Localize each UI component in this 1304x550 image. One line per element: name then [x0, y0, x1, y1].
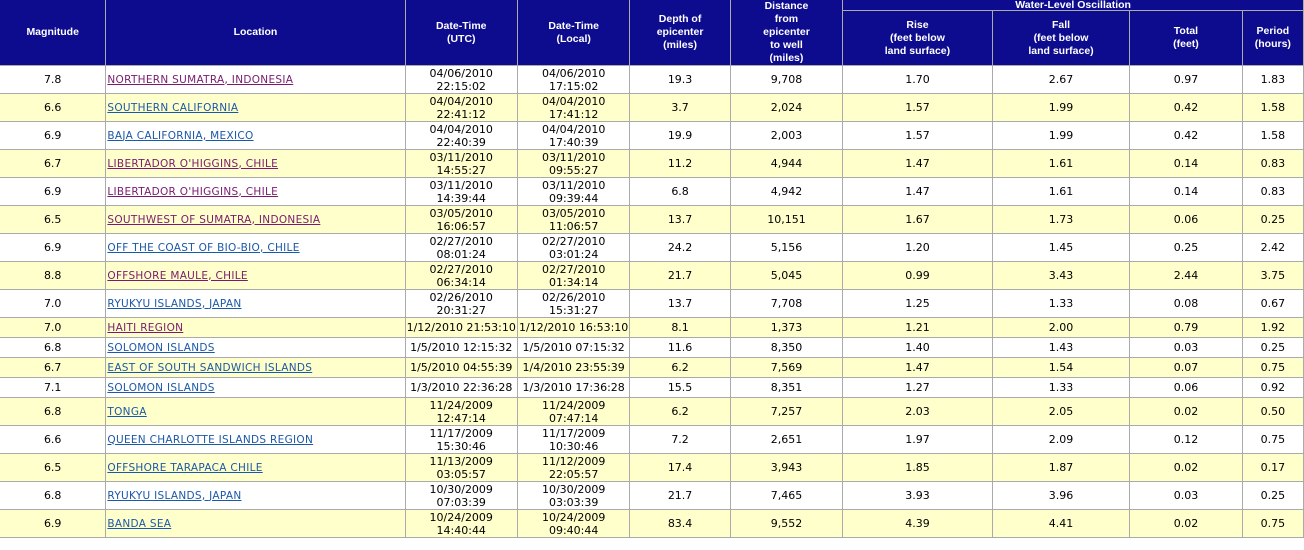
- date-text: 03/11/2010: [429, 150, 493, 164]
- location-cell: [106, 510, 404, 537]
- time-text: 16:06:57: [436, 219, 486, 233]
- magnitude-cell: 7.8: [0, 66, 105, 93]
- rise-cell: 1.97: [843, 426, 992, 453]
- table-header: [0, 0, 1303, 65]
- total-cell: 0.42: [1130, 122, 1241, 149]
- time-text: 07:03:39: [436, 495, 486, 509]
- time-text: 09:39:44: [548, 191, 599, 205]
- time-text: 20:31:27: [436, 303, 486, 317]
- magnitude-cell: 7.1: [0, 378, 105, 397]
- total-cell: 0.08: [1130, 290, 1241, 317]
- rise-cell: 1.25: [843, 290, 992, 317]
- location-link[interactable]: HAITI REGION: [107, 321, 184, 334]
- depth-cell: 6.2: [630, 358, 729, 377]
- date-text: 04/04/2010: [541, 122, 606, 136]
- time-text: 09:55:27: [548, 163, 599, 177]
- time-text: 22:15:02: [436, 79, 486, 93]
- date-text: 02/26/2010: [541, 290, 606, 304]
- location-link[interactable]: OFF THE COAST OF BIO-BIO, CHILE: [107, 241, 300, 254]
- location-cell: [106, 66, 404, 93]
- date-text: 11/13/2009: [429, 454, 493, 468]
- table-row: [0, 338, 1303, 357]
- header-period: Period (hours): [1243, 11, 1303, 65]
- period-cell: 3.75: [1243, 262, 1303, 289]
- date-text: 03/05/2010: [429, 206, 493, 220]
- location-link[interactable]: RYUKYU ISLANDS, JAPAN: [107, 297, 242, 310]
- distance-cell: 7,569: [731, 358, 842, 377]
- magnitude-cell: 6.9: [0, 178, 105, 205]
- fall-cell: 1.61: [993, 150, 1130, 177]
- datetime-local-cell: [518, 426, 629, 453]
- period-cell: 0.50: [1243, 398, 1303, 425]
- time-text: 10:30:46: [548, 439, 599, 453]
- datetime-utc-cell: [406, 510, 517, 537]
- magnitude-cell: 6.8: [0, 338, 105, 357]
- header-datetime-local: Date-Time (Local): [518, 0, 629, 65]
- time-text: 17:40:39: [548, 135, 599, 149]
- total-cell: 0.02: [1130, 510, 1241, 537]
- fall-cell: 1.54: [993, 358, 1130, 377]
- period-cell: 0.67: [1243, 290, 1303, 317]
- rise-cell: 3.93: [843, 482, 992, 509]
- table-row: [0, 482, 1303, 509]
- time-text: 08:01:24: [436, 247, 486, 261]
- date-text: 11/12/2009: [541, 454, 606, 468]
- location-cell: [106, 290, 404, 317]
- location-link[interactable]: EAST OF SOUTH SANDWICH ISLANDS: [107, 361, 313, 374]
- time-text: 01:34:14: [548, 275, 599, 289]
- datetime-local-cell: [518, 482, 629, 509]
- table-row: [0, 358, 1303, 377]
- location-link[interactable]: BANDA SEA: [107, 517, 172, 530]
- distance-cell: 8,351: [731, 378, 842, 397]
- table-row: [0, 290, 1303, 317]
- time-text: 09:40:44: [548, 523, 599, 537]
- header-depth: Depth of epicenter (miles): [630, 0, 729, 65]
- datetime-local-cell: [518, 94, 629, 121]
- depth-cell: 13.7: [630, 290, 729, 317]
- fall-cell: 1.87: [993, 454, 1130, 481]
- distance-cell: 2,024: [731, 94, 842, 121]
- rise-cell: 1.47: [843, 178, 992, 205]
- datetime-utc-cell: [406, 482, 517, 509]
- time-text: 14:39:44: [436, 191, 486, 205]
- date-text: 02/27/2010: [429, 234, 493, 248]
- period-cell: 2.42: [1243, 234, 1303, 261]
- period-cell: 0.75: [1243, 358, 1303, 377]
- magnitude-cell: 7.0: [0, 318, 105, 337]
- header-datetime-utc: Date-Time (UTC): [406, 0, 517, 65]
- fall-cell: 3.96: [993, 482, 1130, 509]
- total-cell: 0.97: [1130, 66, 1241, 93]
- header-fall: Fall (feet below land surface): [993, 11, 1130, 65]
- datetime-local-cell: [518, 122, 629, 149]
- rise-cell: 1.67: [843, 206, 992, 233]
- header-location: Location: [106, 0, 404, 65]
- period-cell: 1.58: [1243, 94, 1303, 121]
- period-cell: 0.25: [1243, 206, 1303, 233]
- datetime-local-cell: [518, 358, 629, 377]
- magnitude-cell: 6.5: [0, 206, 105, 233]
- rise-cell: 0.99: [843, 262, 992, 289]
- table-row: [0, 510, 1303, 537]
- datetime-local-cell: [518, 234, 629, 261]
- time-text: 03:01:24: [548, 247, 599, 261]
- table-row: [0, 206, 1303, 233]
- date-text: 10/30/2009: [541, 482, 606, 496]
- datetime-utc-cell: [406, 66, 517, 93]
- location-link[interactable]: TONGA: [107, 405, 147, 418]
- rise-cell: 4.39: [843, 510, 992, 537]
- datetime-local-cell: [518, 66, 629, 93]
- distance-cell: 8,350: [731, 338, 842, 357]
- header-total: Total (feet): [1130, 11, 1241, 65]
- magnitude-cell: 6.8: [0, 482, 105, 509]
- magnitude-cell: 7.0: [0, 290, 105, 317]
- total-cell: 0.03: [1130, 338, 1241, 357]
- fall-cell: 1.33: [993, 378, 1130, 397]
- date-text: 03/11/2010: [541, 150, 606, 164]
- magnitude-cell: 6.9: [0, 234, 105, 261]
- distance-cell: 1,373: [731, 318, 842, 337]
- fall-cell: 1.61: [993, 178, 1130, 205]
- location-cell: [106, 318, 404, 337]
- rise-cell: 1.20: [843, 234, 992, 261]
- time-text: 07:47:14: [548, 411, 599, 425]
- date-text: 03/11/2010: [541, 178, 606, 192]
- location-link[interactable]: SOLOMON ISLANDS: [107, 381, 215, 394]
- rise-cell: 1.57: [843, 94, 992, 121]
- location-cell: [106, 262, 404, 289]
- date-text: 02/27/2010: [541, 234, 606, 248]
- rise-cell: 1.57: [843, 122, 992, 149]
- date-text: 11/17/2009: [541, 426, 606, 440]
- time-text: 22:40:39: [436, 135, 486, 149]
- period-cell: 0.92: [1243, 378, 1303, 397]
- datetime-local-cell: [518, 150, 629, 177]
- date-text: 1/4/2010 23:55:39: [522, 361, 625, 374]
- location-cell: [106, 482, 404, 509]
- depth-cell: 3.7: [630, 94, 729, 121]
- fall-cell: 3.43: [993, 262, 1130, 289]
- rise-cell: 2.03: [843, 398, 992, 425]
- fall-cell: 2.05: [993, 398, 1130, 425]
- datetime-utc-cell: [406, 94, 517, 121]
- datetime-local-cell: [518, 378, 629, 397]
- datetime-utc-cell: [406, 378, 517, 397]
- fall-cell: 2.67: [993, 66, 1130, 93]
- location-cell: [106, 426, 404, 453]
- rise-cell: 1.70: [843, 66, 992, 93]
- total-cell: 0.79: [1130, 318, 1241, 337]
- distance-cell: 7,465: [731, 482, 842, 509]
- depth-cell: 21.7: [630, 262, 729, 289]
- fall-cell: 1.73: [993, 206, 1130, 233]
- fall-cell: 2.00: [993, 318, 1130, 337]
- distance-cell: 4,944: [731, 150, 842, 177]
- table-row: [0, 378, 1303, 397]
- period-cell: 0.75: [1243, 510, 1303, 537]
- table-row: [0, 262, 1303, 289]
- period-cell: 0.25: [1243, 482, 1303, 509]
- depth-cell: 13.7: [630, 206, 729, 233]
- location-link[interactable]: SOUTHWEST OF SUMATRA, INDONESIA: [107, 213, 321, 226]
- rise-cell: 1.27: [843, 378, 992, 397]
- date-text: 1/5/2010 04:55:39: [410, 361, 513, 374]
- datetime-local-cell: [518, 338, 629, 357]
- depth-cell: 8.1: [630, 318, 729, 337]
- magnitude-cell: 8.8: [0, 262, 105, 289]
- distance-cell: 9,708: [731, 66, 842, 93]
- header-water-level-oscillation: Water-Level Oscillation: [843, 0, 1303, 10]
- depth-cell: 11.6: [630, 338, 729, 357]
- distance-cell: 10,151: [731, 206, 842, 233]
- location-cell: [106, 398, 404, 425]
- datetime-utc-cell: [406, 122, 517, 149]
- date-text: 1/3/2010 17:36:28: [522, 381, 625, 394]
- date-text: 02/27/2010: [541, 262, 606, 276]
- datetime-utc-cell: [406, 454, 517, 481]
- fall-cell: 1.99: [993, 94, 1130, 121]
- depth-cell: 6.8: [630, 178, 729, 205]
- table-row: [0, 94, 1303, 121]
- total-cell: 0.07: [1130, 358, 1241, 377]
- location-link[interactable]: OFFSHORE MAULE, CHILE: [107, 269, 248, 282]
- location-link[interactable]: SOLOMON ISLANDS: [107, 341, 215, 354]
- datetime-utc-cell: [406, 338, 517, 357]
- location-cell: [106, 150, 404, 177]
- datetime-utc-cell: [406, 178, 517, 205]
- distance-cell: 7,708: [731, 290, 842, 317]
- total-cell: 0.42: [1130, 94, 1241, 121]
- time-text: 03:05:57: [436, 467, 486, 481]
- rise-cell: 1.47: [843, 150, 992, 177]
- period-cell: 0.25: [1243, 338, 1303, 357]
- location-link[interactable]: RYUKYU ISLANDS, JAPAN: [107, 489, 242, 502]
- total-cell: 0.06: [1130, 378, 1241, 397]
- magnitude-cell: 6.5: [0, 454, 105, 481]
- datetime-local-cell: [518, 178, 629, 205]
- location-link[interactable]: OFFSHORE TARAPACA CHILE: [107, 461, 263, 474]
- time-text: 14:40:44: [436, 523, 486, 537]
- header-distance: Distance from epicenter to well (miles): [731, 0, 842, 65]
- magnitude-cell: 6.6: [0, 94, 105, 121]
- datetime-local-cell: [518, 206, 629, 233]
- datetime-utc-cell: [406, 290, 517, 317]
- datetime-utc-cell: [406, 358, 517, 377]
- depth-cell: 11.2: [630, 150, 729, 177]
- fall-cell: 1.33: [993, 290, 1130, 317]
- location-cell: [106, 206, 404, 233]
- date-text: 02/27/2010: [429, 262, 493, 276]
- table-row: [0, 234, 1303, 261]
- date-text: 10/24/2009: [541, 510, 606, 524]
- depth-cell: 24.2: [630, 234, 729, 261]
- total-cell: 0.12: [1130, 426, 1241, 453]
- distance-cell: 5,156: [731, 234, 842, 261]
- location-link[interactable]: SOUTHERN CALIFORNIA: [107, 101, 239, 114]
- distance-cell: 4,942: [731, 178, 842, 205]
- magnitude-cell: 6.6: [0, 426, 105, 453]
- total-cell: 0.14: [1130, 178, 1241, 205]
- time-text: 15:31:27: [548, 303, 599, 317]
- total-cell: 0.02: [1130, 398, 1241, 425]
- date-text: 04/04/2010: [541, 94, 606, 108]
- location-link[interactable]: BAJA CALIFORNIA, MEXICO: [107, 129, 254, 142]
- date-text: 10/30/2009: [429, 482, 493, 496]
- depth-cell: 83.4: [630, 510, 729, 537]
- date-text: 03/05/2010: [541, 206, 606, 220]
- fall-cell: 1.45: [993, 234, 1130, 261]
- date-text: 1/5/2010 12:15:32: [410, 341, 513, 354]
- location-cell: [106, 378, 404, 397]
- time-text: 17:15:02: [548, 79, 599, 93]
- date-text: 1/3/2010 22:36:28: [410, 381, 513, 394]
- date-text: 04/04/2010: [429, 122, 493, 136]
- location-cell: [106, 338, 404, 357]
- location-cell: [106, 454, 404, 481]
- period-cell: 1.58: [1243, 122, 1303, 149]
- period-cell: 1.92: [1243, 318, 1303, 337]
- date-text: 04/06/2010: [541, 66, 606, 80]
- distance-cell: 9,552: [731, 510, 842, 537]
- period-cell: 0.75: [1243, 426, 1303, 453]
- time-text: 12:47:14: [436, 411, 486, 425]
- distance-cell: 3,943: [731, 454, 842, 481]
- total-cell: 0.25: [1130, 234, 1241, 261]
- total-cell: 0.02: [1130, 454, 1241, 481]
- date-text: 1/5/2010 07:15:32: [522, 341, 625, 354]
- rise-cell: 1.47: [843, 358, 992, 377]
- time-text: 22:05:57: [548, 467, 599, 481]
- distance-cell: 2,651: [731, 426, 842, 453]
- total-cell: 0.06: [1130, 206, 1241, 233]
- period-cell: 0.83: [1243, 150, 1303, 177]
- magnitude-cell: 6.7: [0, 358, 105, 377]
- rise-cell: 1.85: [843, 454, 992, 481]
- header-rise: Rise (feet below land surface): [843, 11, 992, 65]
- location-link[interactable]: NORTHERN SUMATRA, INDONESIA: [107, 73, 294, 86]
- datetime-local-cell: [518, 290, 629, 317]
- rise-cell: 1.40: [843, 338, 992, 357]
- table-row: [0, 150, 1303, 177]
- location-cell: [106, 178, 404, 205]
- date-text: 04/04/2010: [429, 94, 493, 108]
- datetime-local-cell: [518, 398, 629, 425]
- date-text: 11/24/2009: [429, 398, 493, 412]
- date-text: 11/24/2009: [541, 398, 606, 412]
- fall-cell: 1.43: [993, 338, 1130, 357]
- location-cell: [106, 358, 404, 377]
- table-row: [0, 122, 1303, 149]
- datetime-utc-cell: [406, 150, 517, 177]
- date-text: 02/26/2010: [429, 290, 493, 304]
- depth-cell: 15.5: [630, 378, 729, 397]
- location-link[interactable]: LIBERTADOR O'HIGGINS, CHILE: [107, 185, 279, 198]
- location-link[interactable]: LIBERTADOR O'HIGGINS, CHILE: [107, 157, 279, 170]
- time-text: 11:06:57: [548, 219, 599, 233]
- datetime-local-cell: [518, 318, 629, 337]
- distance-cell: 5,045: [731, 262, 842, 289]
- location-cell: [106, 94, 404, 121]
- datetime-local-cell: [518, 262, 629, 289]
- fall-cell: 4.41: [993, 510, 1130, 537]
- total-cell: 0.14: [1130, 150, 1241, 177]
- datetime-local-cell: [518, 510, 629, 537]
- date-text: 04/06/2010: [429, 66, 493, 80]
- header-magnitude: Magnitude: [0, 0, 105, 65]
- table-row: [0, 178, 1303, 205]
- date-text: 11/17/2009: [429, 426, 493, 440]
- datetime-utc-cell: [406, 398, 517, 425]
- total-cell: 0.03: [1130, 482, 1241, 509]
- table-row: [0, 318, 1303, 337]
- time-text: 22:41:12: [436, 107, 486, 121]
- table-row: [0, 454, 1303, 481]
- datetime-utc-cell: [406, 262, 517, 289]
- magnitude-cell: 6.8: [0, 398, 105, 425]
- magnitude-cell: 6.9: [0, 510, 105, 537]
- table-row: [0, 66, 1303, 93]
- date-text: 10/24/2009: [429, 510, 493, 524]
- location-link[interactable]: QUEEN CHARLOTTE ISLANDS REGION: [107, 433, 314, 446]
- depth-cell: 19.3: [630, 66, 729, 93]
- time-text: 15:30:46: [436, 439, 486, 453]
- fall-cell: 2.09: [993, 426, 1130, 453]
- magnitude-cell: 6.9: [0, 122, 105, 149]
- table-body: [0, 66, 1303, 537]
- datetime-local-cell: [518, 454, 629, 481]
- datetime-utc-cell: [406, 318, 517, 337]
- time-text: 06:34:14: [436, 275, 486, 289]
- rise-cell: 1.21: [843, 318, 992, 337]
- depth-cell: 7.2: [630, 426, 729, 453]
- period-cell: 0.83: [1243, 178, 1303, 205]
- table-row: [0, 426, 1303, 453]
- distance-cell: 7,257: [731, 398, 842, 425]
- location-cell: [106, 234, 404, 261]
- date-text: 03/11/2010: [429, 178, 493, 192]
- period-cell: 1.83: [1243, 66, 1303, 93]
- depth-cell: 6.2: [630, 398, 729, 425]
- period-cell: 0.17: [1243, 454, 1303, 481]
- depth-cell: 19.9: [630, 122, 729, 149]
- datetime-utc-cell: [406, 426, 517, 453]
- distance-cell: 2,003: [731, 122, 842, 149]
- table-row: [0, 398, 1303, 425]
- datetime-utc-cell: [406, 206, 517, 233]
- date-text: 1/12/2010 21:53:10: [406, 321, 516, 334]
- total-cell: 2.44: [1130, 262, 1241, 289]
- time-text: 17:41:12: [548, 107, 599, 121]
- depth-cell: 21.7: [630, 482, 729, 509]
- magnitude-cell: 6.7: [0, 150, 105, 177]
- datetime-utc-cell: [406, 234, 517, 261]
- date-text: 1/12/2010 16:53:10: [519, 321, 629, 334]
- fall-cell: 1.99: [993, 122, 1130, 149]
- time-text: 03:03:39: [548, 495, 599, 509]
- location-cell: [106, 122, 404, 149]
- depth-cell: 17.4: [630, 454, 729, 481]
- time-text: 14:55:27: [436, 163, 486, 177]
